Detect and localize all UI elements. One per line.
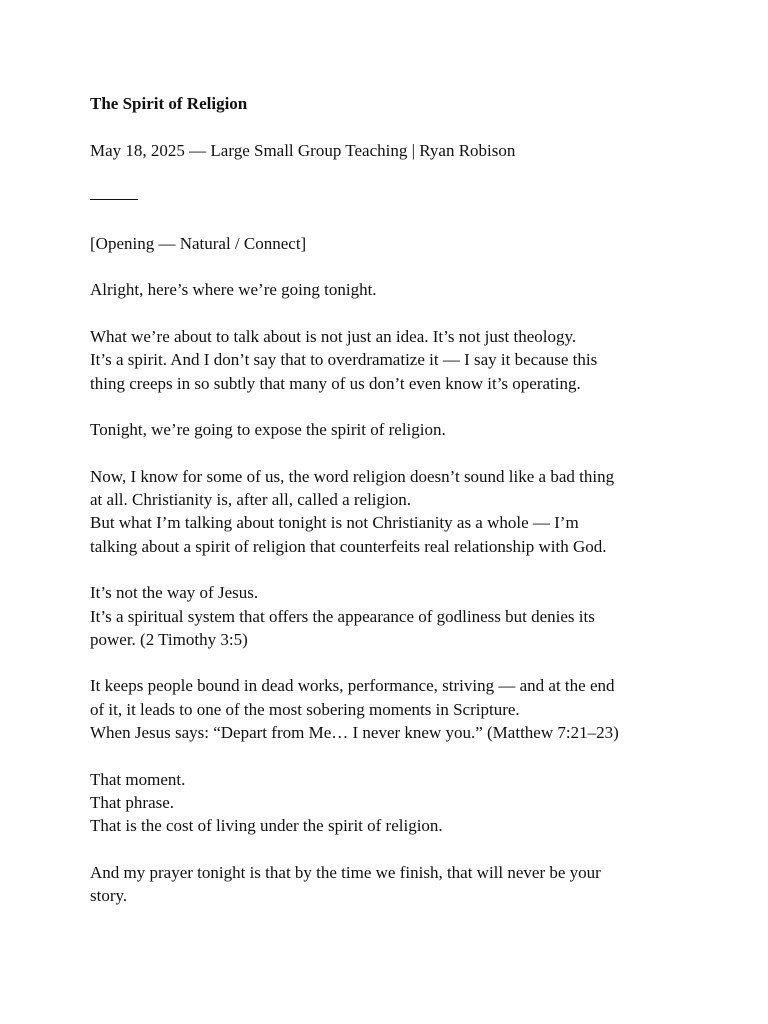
document-subtitle: May 18, 2025 — Large Small Group Teaching | Ryan Robison (90, 140, 516, 160)
text-line: Alright, here’s where we’re going tonight. (90, 280, 377, 300)
horizontal-rule (90, 185, 690, 208)
text-line: at all. Christianity is, after all, called a religion. (90, 490, 412, 510)
text-line: thing creeps in so subtly that many of us don’t even know it’s operating. (90, 373, 581, 393)
text-line: of it, it leads to one of the most sobering moments in Scripture. (90, 699, 520, 719)
text-line: It’s a spiritual system that offers the appearance of godliness but denies its (90, 606, 595, 626)
document-body (90, 232, 690, 908)
text-line: Now, I know for some of us, the word religion doesn’t sound like a bad thing (90, 466, 615, 486)
text-line: That phrase. (90, 792, 175, 812)
text-line: It’s not the way of Jesus. (90, 583, 259, 603)
text-line: What we’re about to talk about is not just an idea. It’s not just theology. (90, 326, 577, 346)
text-line: [Opening — Natural / Connect] (90, 233, 307, 253)
paragraph (90, 768, 690, 838)
text-line: When Jesus says: “Depart from Me… I never knew you.” (Matthew 7:21–23) (90, 723, 619, 743)
paragraph (90, 581, 690, 651)
text-line: talking about a spirit of religion that counterfeits real relationship with God. (90, 536, 607, 556)
text-line: story. (90, 886, 128, 906)
paragraph (90, 674, 690, 744)
document-page (90, 92, 690, 931)
paragraph (90, 418, 690, 441)
paragraph (90, 325, 690, 395)
text-line: And my prayer tonight is that by the time we finish, that will never be your (90, 862, 601, 882)
text-line: It keeps people bound in dead works, performance, striving — and at the end (90, 676, 615, 696)
text-line: That moment. (90, 769, 186, 789)
document-title: The Spirit of Religion (90, 94, 248, 113)
paragraph (90, 232, 690, 255)
text-line: But what I’m talking about tonight is not Christianity as a whole — I’m (90, 513, 579, 533)
text-line: power. (2 Timothy 3:5) (90, 629, 248, 649)
paragraph (90, 278, 690, 301)
text-line: It’s a spirit. And I don’t say that to overdramatize it — I say it because this (90, 350, 598, 370)
rule-line (90, 199, 138, 200)
paragraph (90, 465, 690, 558)
text-line: Tonight, we’re going to expose the spirit of religion. (90, 420, 446, 440)
paragraph (90, 861, 690, 908)
text-line: That is the cost of living under the spirit of religion. (90, 816, 443, 836)
